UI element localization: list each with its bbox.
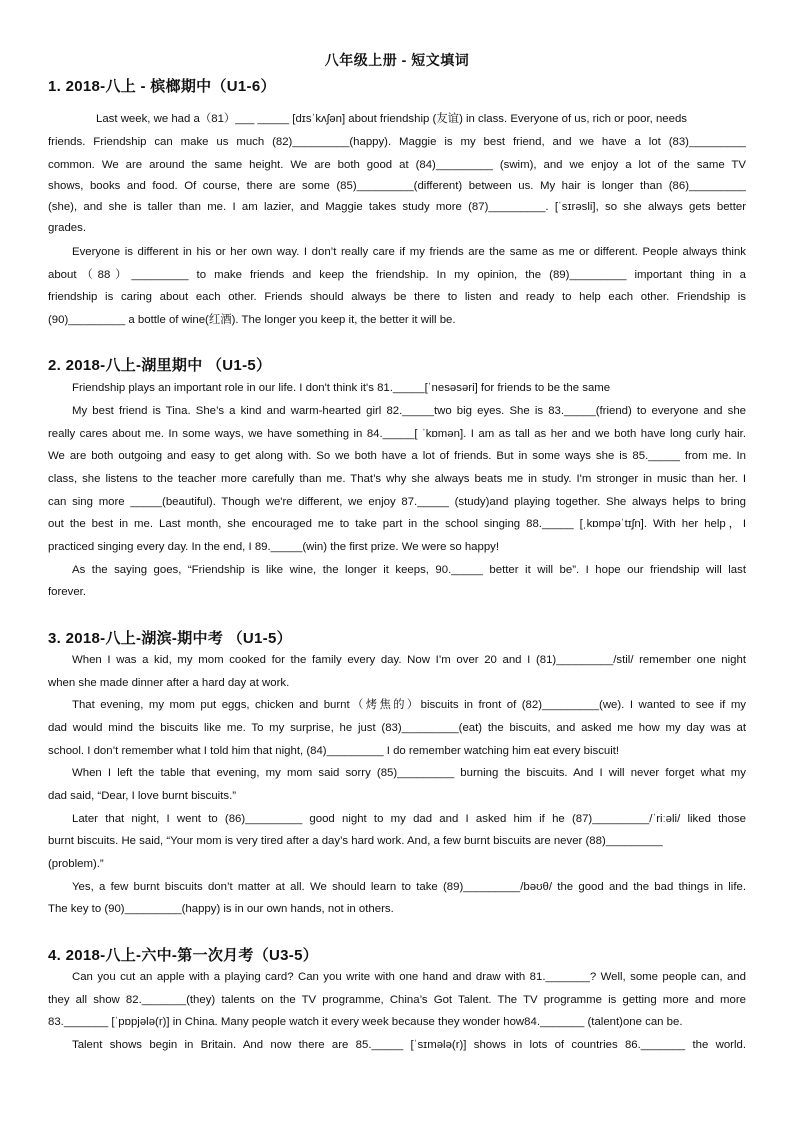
s1-line-2: friends. Friendship can make us much (82)_________(happy). Maggie is my best friend, and we have a lot (83)_________ [48, 136, 746, 148]
s2-line-6: can sing more _____(beautiful). Though we're different, we enjoy 87._____ (study)and playing together. She always helps to bring [48, 496, 746, 508]
s2-line-1: Friendship plays an important role in our life. I don't think it's 81._____[ˈnesəsəri] for friends to be the same [72, 382, 611, 394]
s2-line-4: We are both outgoing and easy to get along with. So we both have a lot of friends. But in some ways she is 85._____ from me. In [48, 450, 746, 462]
s3-line-9: burnt biscuits. He said, “Your mom is very tired after a day’s hard work. And, a few burnt biscuits are never (88)_________ [48, 835, 663, 847]
s4-line-4: Talent shows begin in Britain. And now there are 85._____ [ˈsɪmələ(r)] shows in lots of countries 86._______ the world. [72, 1039, 746, 1051]
s2-line-5: class, she listens to the teacher more carefully than me. That’s why she always beats me in study. I'm stronger in music than her. I [48, 473, 746, 485]
s3-line-5: school. I don’t remember what I told him that night, (84)_________ I do remember watching him eat every biscuit! [48, 745, 620, 757]
s1-line-3: common. We are around the same height. We are both good at (84)_________ (swim), and we enjoy a lot of the same TV [48, 159, 746, 171]
s1-line-4: shows, books and food. Of course, there are some (85)_________(different) between us. My hair is longer than (86)_________ [48, 180, 746, 192]
s3-line-7: dad said, “Dear, I love burnt biscuits.” [48, 790, 237, 802]
section-1-heading: 1. 2018-八上 - 槟榔期中（U1-6） [48, 78, 276, 95]
document-title: 八年级上册 - 短文填词 [324, 52, 470, 68]
s4-line-1: Can you cut an apple with a playing card? Can you write with one hand and draw with 81._______? Well, some people can, and [72, 971, 746, 983]
s1-line-10: (90)_________ a bottle of wine(红酒). The longer you keep it, the better it will be. [48, 314, 456, 326]
s4-line-2: they all show 82._______(they) talents on the TV programme, China’s Got Talent. The TV programme is getting more and more [48, 994, 746, 1006]
s3-line-3: That evening, my mom put eggs, chicken and burnt（烤焦的）biscuits in front of (82)_________(we). I wanted to see if my [72, 699, 746, 711]
s2-line-7: out the best in me. Last month, she encouraged me to take part in the school singing 88._____ [ˌkɒmpəˈtɪʃn]. With her help，I [48, 518, 746, 530]
s3-line-10: (problem).” [48, 858, 104, 870]
s2-line-3: really cares about me. In some ways, we have something in 84._____[ ˈkɒmən]. I am as tall as her and we both have long curly hair. [48, 428, 746, 440]
s3-line-4: dad would mind the biscuits like me. To my surprise, he just (83)_________(eat) the biscuits, and asked me how my day was at [48, 722, 746, 734]
s4-line-3: 83._______ [ˈpɒpjələ(r)] in China. Many people watch it every week because they wonder how84._______ (talent)one can be. [48, 1016, 683, 1028]
s1-line-7: Everyone is different in his or her own way. I don’t really care if my friends are the same as me or different. People always think [72, 246, 746, 258]
s1-line-8: about（88）_________ to make friends and keep the friendship. In my opinion, the (89)_________ important thing in a [48, 269, 746, 281]
s3-line-1: When I was a kid, my mom cooked for the family every day. Now I’m over 20 and I (81)_________/stil/ remember one night [72, 654, 746, 666]
s1-line-1: Last week, we had a（81）___ _____ [dɪsˈkʌʃən] about friendship (友谊) in class. Everyone of us, rich or poor, needs [96, 113, 687, 125]
section-2-heading: 2. 2018-八上-湖里期中 （U1-5） [48, 357, 272, 374]
s1-line-9: friendship is caring about each other. Friends should always be there to listen and ready to help each other. Friendship is [48, 291, 746, 303]
s2-line-10: forever. [48, 586, 86, 598]
s3-line-6: When I left the table that evening, my mom said sorry (85)_________ burning the biscuits. And I will never forget what my [72, 767, 746, 779]
s1-line-6: grades. [48, 222, 86, 234]
s2-line-9: As the saying goes, “Friendship is like wine, the longer it keeps, 90._____ better it will be”. I hope our friendship will last [72, 564, 746, 576]
section-3-heading: 3. 2018-八上-湖滨-期中考 （U1-5） [48, 630, 292, 647]
s2-line-8: practiced singing every day. In the end, I 89._____(win) the first prize. We were so happy! [48, 541, 500, 553]
s3-line-11: Yes, a few burnt biscuits don’t matter at all. We should learn to take (89)_________/bəʊθ/ the good and the bad things in life. [72, 881, 746, 893]
s3-line-12: The key to (90)_________(happy) is in our own hands, not in others. [48, 903, 394, 915]
s2-line-2: My best friend is Tina. She’s a kind and warm-hearted girl 82._____two big eyes. She is 83._____(friend) to everyone and she [72, 405, 746, 417]
s3-line-8: Later that night, I went to (86)_________ good night to my dad and I asked him if he (87)_________/ˈriːəli/ liked those [72, 813, 746, 825]
s3-line-2: when she made dinner after a hard day at work. [48, 677, 290, 689]
s1-line-5: (she), and she is taller than me. I am lazier, and Maggie takes study more (87)_________. [ˈsɪrəsli], so she always gets better [48, 201, 746, 213]
section-4-heading: 4. 2018-八上-六中-第一次月考（U3-5） [48, 947, 319, 964]
